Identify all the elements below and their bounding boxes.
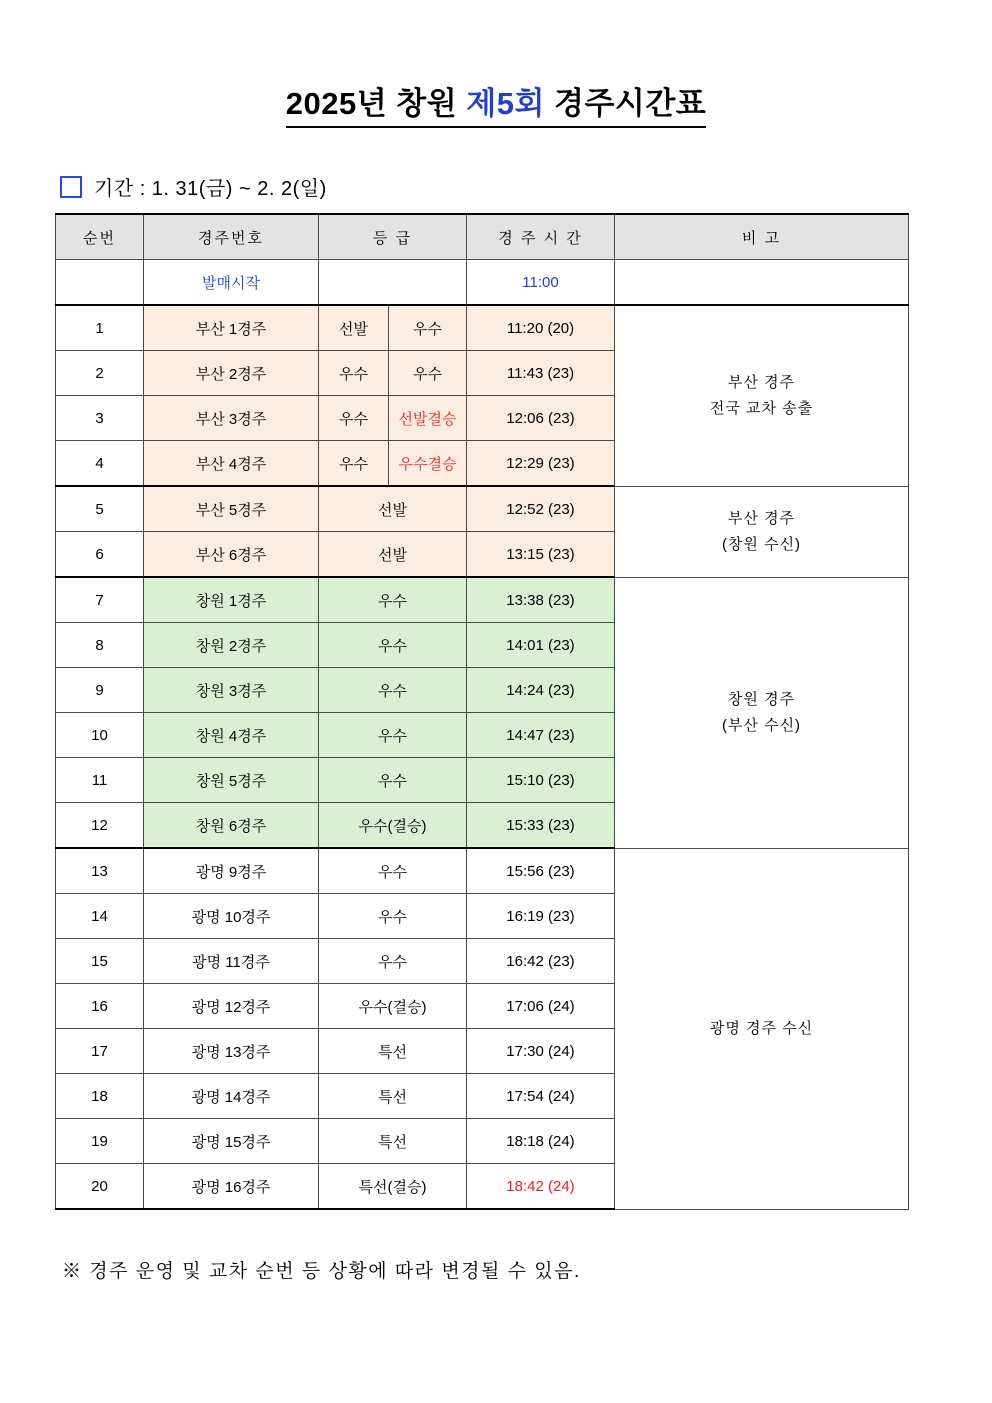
note-changwon — [615, 577, 909, 848]
note-line-2: 전국 교차 송출 — [709, 399, 814, 417]
row-grade-2: 우수결승 — [389, 441, 467, 487]
table-row — [56, 486, 909, 532]
page-title — [286, 78, 707, 128]
note-gwangmyeong: 광명 경주 수신 — [615, 848, 909, 1209]
row-race: 광명 10경주 — [144, 894, 319, 939]
row-grade: 선발 — [319, 486, 467, 532]
row-grade: 우수 — [319, 668, 467, 713]
row-race: 광명 14경주 — [144, 1074, 319, 1119]
table-row — [56, 577, 909, 623]
row-race: 광명 9경주 — [144, 848, 319, 894]
row-time: 14:24 (23) — [467, 668, 615, 713]
note-line-1: 부산 경주 — [727, 510, 796, 527]
row-grade: 특선 — [319, 1029, 467, 1074]
row-race: 부산 6경주 — [144, 532, 319, 578]
row-no: 3 — [56, 396, 144, 441]
row-no: 9 — [56, 668, 144, 713]
row-race: 광명 16경주 — [144, 1164, 319, 1210]
row-grade: 특선 — [319, 1119, 467, 1164]
note-busan-recv — [615, 486, 909, 577]
header-race-no: 경주번호 — [144, 214, 319, 260]
row-no: 6 — [56, 532, 144, 578]
table-row — [56, 848, 909, 894]
row-no: 10 — [56, 713, 144, 758]
row-race: 창원 2경주 — [144, 623, 319, 668]
row-race: 광명 13경주 — [144, 1029, 319, 1074]
note-line-2: (부산 수신) — [721, 716, 802, 734]
row-time: 17:54 (24) — [467, 1074, 615, 1119]
row-time: 17:06 (24) — [467, 984, 615, 1029]
row-no: 19 — [56, 1119, 144, 1164]
row-race: 광명 15경주 — [144, 1119, 319, 1164]
note-line-1: 부산 경주 — [727, 374, 796, 392]
row-time: 15:33 (23) — [467, 803, 615, 849]
sale-label: 발매시작 — [144, 260, 319, 306]
period-label: 기간 : 1. 31(금) ~ 2. 2(일) — [94, 178, 327, 200]
row-no: 18 — [56, 1074, 144, 1119]
row-time: 15:56 (23) — [467, 848, 615, 894]
row-time: 13:38 (23) — [467, 577, 615, 623]
row-grade: 우수 — [319, 577, 467, 623]
note-line-1: 창원 경주 — [727, 691, 796, 708]
row-grade: 우수 — [319, 939, 467, 984]
row-race: 창원 3경주 — [144, 668, 319, 713]
note-line-2: (창원 수신) — [721, 535, 802, 553]
row-time: 11:20 (20) — [467, 305, 615, 351]
header-time: 경 주 시 간 — [467, 214, 615, 260]
row-race: 광명 11경주 — [144, 939, 319, 984]
period-row — [60, 172, 992, 201]
row-race: 광명 12경주 — [144, 984, 319, 1029]
row-time: 14:47 (23) — [467, 713, 615, 758]
row-time: 11:43 (23) — [467, 351, 615, 396]
row-grade-1: 우수 — [319, 441, 389, 487]
row-no: 15 — [56, 939, 144, 984]
row-time: 18:42 (24) — [467, 1164, 615, 1210]
row-grade: 특선 — [319, 1074, 467, 1119]
row-no: 11 — [56, 758, 144, 803]
table-row-sale-start — [56, 260, 909, 306]
row-no: 20 — [56, 1164, 144, 1210]
table-header-row — [56, 214, 909, 260]
row-grade-1: 우수 — [319, 351, 389, 396]
row-race: 부산 1경주 — [144, 305, 319, 351]
header-grade: 등 급 — [319, 214, 467, 260]
row-time: 18:18 (24) — [467, 1119, 615, 1164]
page-title-wrap — [0, 0, 992, 128]
row-no: 5 — [56, 486, 144, 532]
row-race: 부산 5경주 — [144, 486, 319, 532]
row-no: 13 — [56, 848, 144, 894]
row-grade: 우수 — [319, 894, 467, 939]
sale-note-cell — [615, 260, 909, 306]
header-no: 순번 — [56, 214, 144, 260]
row-grade: 우수 — [319, 848, 467, 894]
title-part-1: 2025년 창원 — [285, 86, 467, 121]
row-grade-2: 선발결승 — [389, 396, 467, 441]
row-no: 4 — [56, 441, 144, 487]
note-busan-cross — [615, 305, 909, 486]
footnote: ※ 경주 운영 및 교차 순번 등 상황에 따라 변경될 수 있음. — [62, 1261, 581, 1282]
row-time: 16:42 (23) — [467, 939, 615, 984]
row-grade-2: 우수 — [389, 305, 467, 351]
row-grade: 우수 — [319, 713, 467, 758]
row-race: 창원 6경주 — [144, 803, 319, 849]
row-no: 7 — [56, 577, 144, 623]
row-no: 16 — [56, 984, 144, 1029]
row-race: 창원 4경주 — [144, 713, 319, 758]
row-time: 17:30 (24) — [467, 1029, 615, 1074]
title-part-2: 제5회 — [466, 86, 545, 121]
sale-time: 11:00 — [467, 260, 615, 306]
row-race: 부산 3경주 — [144, 396, 319, 441]
race-schedule-table — [55, 213, 909, 1210]
row-time: 13:15 (23) — [467, 532, 615, 578]
row-no: 8 — [56, 623, 144, 668]
table-row — [56, 305, 909, 351]
sale-grade-cell — [319, 260, 467, 306]
sale-no-cell — [56, 260, 144, 306]
row-grade-2: 우수 — [389, 351, 467, 396]
row-time: 12:06 (23) — [467, 396, 615, 441]
row-grade: 선발 — [319, 532, 467, 578]
row-race: 부산 4경주 — [144, 441, 319, 487]
row-grade-1: 우수 — [319, 396, 389, 441]
title-part-3: 경주시간표 — [544, 86, 707, 121]
row-time: 12:52 (23) — [467, 486, 615, 532]
row-no: 12 — [56, 803, 144, 849]
row-no: 17 — [56, 1029, 144, 1074]
checkbox-icon — [60, 176, 82, 198]
row-grade-1: 선발 — [319, 305, 389, 351]
row-grade: 특선(결승) — [319, 1164, 467, 1210]
row-no: 2 — [56, 351, 144, 396]
row-race: 부산 2경주 — [144, 351, 319, 396]
row-grade: 우수 — [319, 623, 467, 668]
row-time: 16:19 (23) — [467, 894, 615, 939]
row-no: 14 — [56, 894, 144, 939]
row-time: 12:29 (23) — [467, 441, 615, 487]
row-grade: 우수 — [319, 758, 467, 803]
row-grade: 우수(결승) — [319, 803, 467, 849]
header-note: 비 고 — [615, 214, 909, 260]
row-grade: 우수(결승) — [319, 984, 467, 1029]
row-time: 14:01 (23) — [467, 623, 615, 668]
row-race: 창원 5경주 — [144, 758, 319, 803]
row-race: 창원 1경주 — [144, 577, 319, 623]
row-no: 1 — [56, 305, 144, 351]
row-time: 15:10 (23) — [467, 758, 615, 803]
